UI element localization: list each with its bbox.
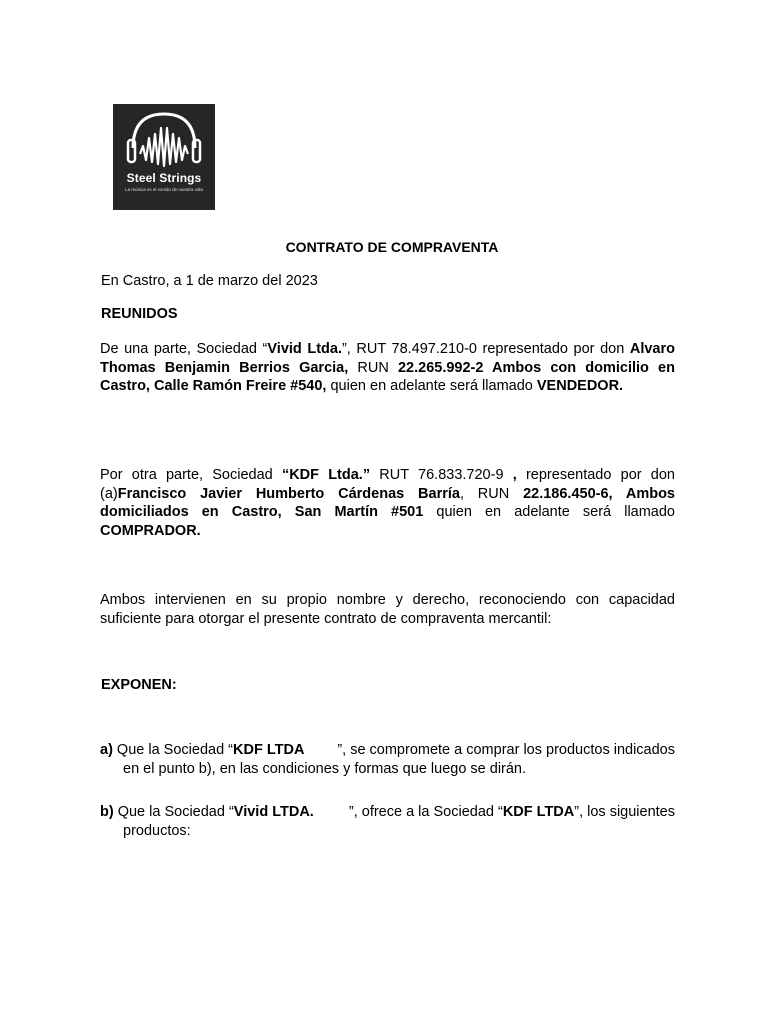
clause-b-company2: KDF LTDA: [502, 804, 575, 820]
text: ”, los siguientes: [574, 804, 675, 820]
clause-b-label: b): [100, 804, 114, 820]
logo-tagline: La música es el sonido de nuestra vida: [125, 187, 203, 192]
clause-b: [100, 803, 675, 840]
text: Que la Sociedad “: [112, 742, 234, 758]
buyer-run-address: 22.186.450-6, Ambos domiciliados en Castro, San Martín #501: [100, 485, 675, 520]
clause-b-lead: [100, 803, 314, 822]
text: quien en adelante será llamado: [423, 504, 675, 520]
text: RUN: [348, 359, 398, 376]
clause-b-company1: Vivid LTDA.: [233, 804, 314, 820]
text: RUT 76.833.720-9: [370, 467, 513, 483]
text: representado por don (a): [100, 467, 675, 502]
document-title: CONTRATO DE COMPRAVENTA: [285, 239, 499, 255]
text: De una parte, Sociedad “: [100, 341, 268, 357]
clause-a-label: a): [100, 742, 113, 758]
buyer-representative: Francisco Javier Humberto Cárdenas Barría: [117, 485, 460, 502]
clause-a-lead: [100, 741, 304, 760]
buyer-role: COMPRADOR.: [100, 522, 201, 539]
reunidos-heading: REUNIDOS: [101, 306, 178, 322]
comma: ,: [512, 467, 517, 483]
clause-a: [100, 741, 675, 778]
seller-run-address: 22.265.992-2 Ambos con domicilio en Castro, Calle Ramón Freire #540,: [100, 359, 675, 394]
text: Que la Sociedad “: [113, 804, 234, 820]
exponen-heading: EXPONEN:: [101, 677, 177, 693]
text: ”, RUT 78.497.210-0 representado por don: [341, 341, 625, 357]
party-buyer-paragraph: [100, 466, 675, 540]
company-logo: [113, 104, 215, 210]
text: ”, se compromete a comprar los productos indicados: [337, 742, 675, 758]
seller-role: VENDEDOR.: [536, 378, 624, 394]
text: ”, ofrece a la Sociedad “: [348, 804, 503, 820]
party-seller-paragraph: [100, 340, 675, 396]
seller-company: Vivid Ltda.: [267, 341, 342, 357]
intervene-paragraph: Ambos intervienen en su propio nombre y derecho, reconociendo con capacidad suficiente para otorgar el presente contrato de compraventa mercantil:: [100, 592, 675, 627]
logo-name: Steel Strings: [126, 171, 202, 185]
clause-b-line2: productos:: [123, 822, 191, 839]
headphones-soundwave-icon: [113, 104, 215, 210]
clause-b-line1: [100, 803, 675, 822]
place-date: En Castro, a 1 de marzo del 2023: [101, 273, 318, 289]
clause-a-line2: en el punto b), en las condiciones y formas que luego se dirán.: [123, 760, 527, 777]
clause-a-line1: [100, 741, 675, 760]
clause-a-company: KDF LTDA: [233, 742, 305, 758]
buyer-company: “KDF Ltda.”: [281, 467, 371, 483]
text: Por otra parte, Sociedad: [100, 467, 282, 483]
text: , RUN: [459, 485, 524, 502]
clause-b-mid: [349, 803, 675, 822]
text: quien en adelante será llamado: [326, 378, 537, 394]
seller-representative: Alvaro Thomas Benjamin Berrios Garcia,: [100, 341, 675, 376]
